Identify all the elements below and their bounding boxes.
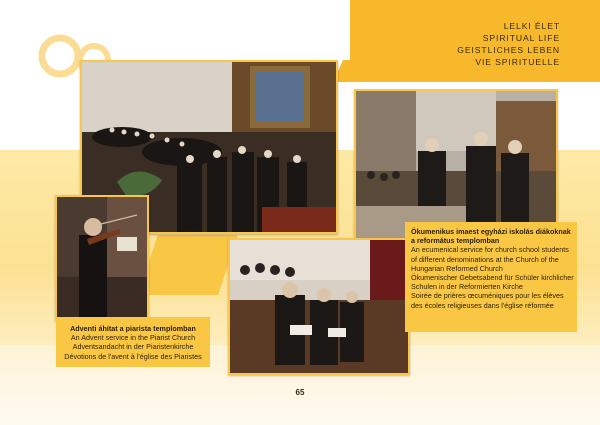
- caption-left: [58, 324, 208, 361]
- caption-right-line: Schulen in der Reformierten Kirche: [411, 282, 523, 292]
- caption-left-line: An Advent service in the Piarist Church: [70, 333, 196, 343]
- violinist-image: [57, 197, 147, 319]
- caption-right-line: An ecumenical service for church school students: [411, 245, 569, 255]
- caption-left-title: Adventi áhítat a piarista templomban: [70, 324, 196, 333]
- caption-right-title-line: a református templomban: [411, 236, 500, 246]
- podium-image: [356, 91, 556, 241]
- page-number: 65: [295, 388, 305, 397]
- photo-students-pews: [228, 238, 410, 375]
- title-line-de: GEISTLICHES LEBEN: [457, 45, 560, 55]
- title-line-en: SPIRITUAL LIFE: [482, 33, 560, 43]
- caption-right: [411, 227, 591, 310]
- caption-left-line: Adventsandacht in der Piaristenkirche: [72, 342, 194, 352]
- caption-right-line: Soirée de prières œcuméniques pour les élèves: [411, 291, 564, 301]
- title-line-hu: LELKI ÉLET: [503, 21, 560, 31]
- caption-left-line: Dévotions de l'avent à l'église des Piaristes: [64, 351, 202, 361]
- caption-right-line: des écoles religieuses dans l'église réformée: [411, 300, 554, 310]
- photo-violinist: [55, 195, 149, 321]
- caption-right-line: Hungarian Reformed Church: [411, 263, 503, 273]
- section-title-box: [350, 0, 600, 82]
- students-image: [230, 240, 408, 373]
- photo-reading-podium: [354, 89, 558, 243]
- caption-right-title-line: Ökumenikus imaest egyházi iskolás diákoknak: [411, 227, 571, 236]
- title-line-fr: VIE SPIRITUELLE: [475, 57, 560, 67]
- caption-right-line: Ökumenischer Gebetsabend für Schüler kirchlicher: [411, 273, 574, 283]
- section-title: [457, 20, 560, 68]
- caption-right-line: of different denominations at the Church of the: [411, 254, 559, 264]
